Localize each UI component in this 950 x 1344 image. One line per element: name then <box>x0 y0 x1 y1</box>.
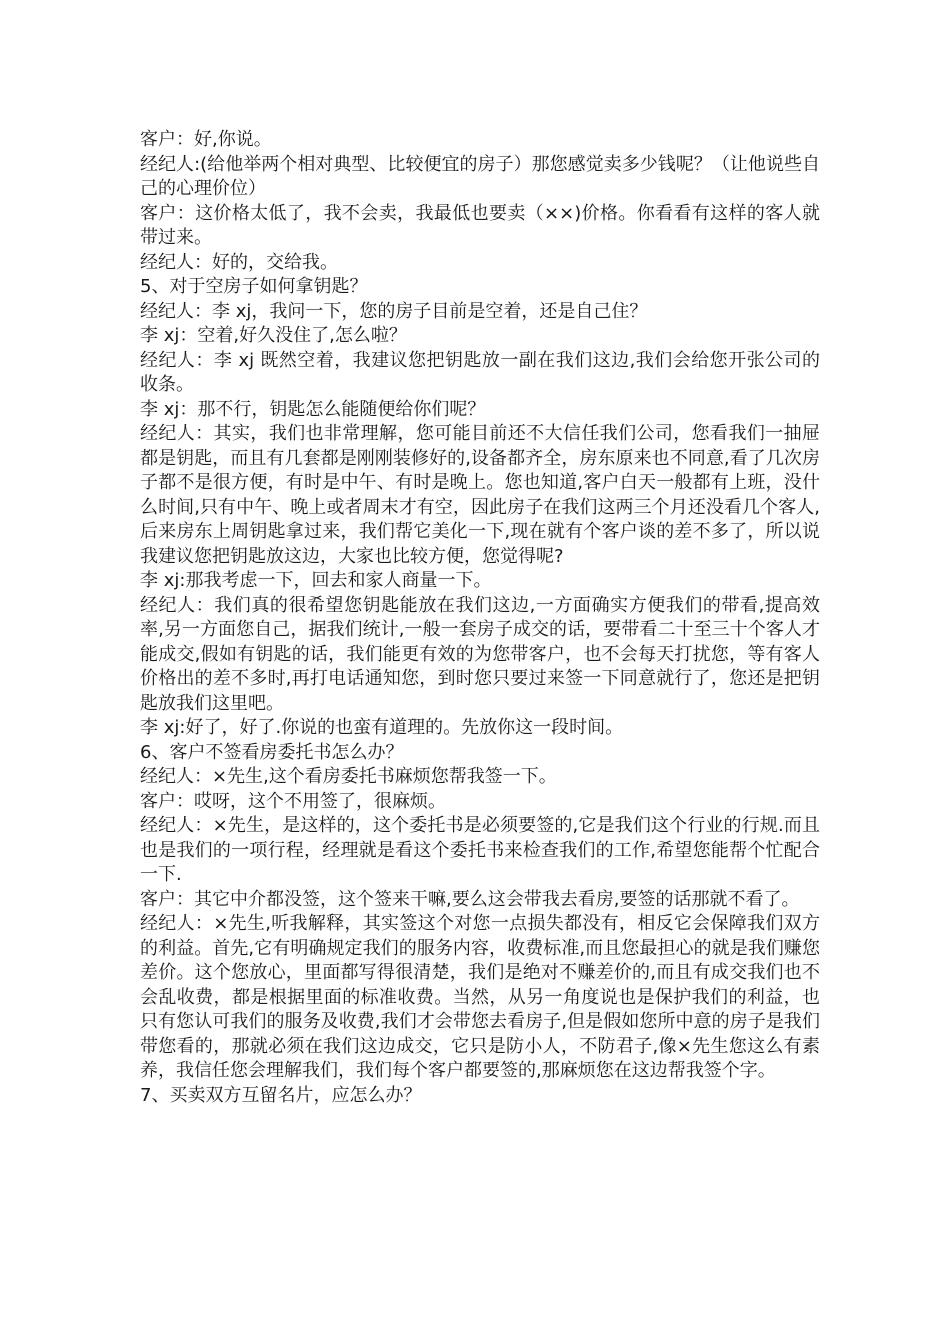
dialogue-line: 客户：哎呀，这个不用签了，很麻烦。 <box>140 790 446 812</box>
dialogue-line: 李 xj:那我考虑一下，回去和家人商量一下。 <box>140 570 492 591</box>
dialogue-line: 客户：这价格太低了，我不会卖，我最低也要卖（××)价格。你看看有这样的客人就带过来。 <box>140 202 820 248</box>
dialogue-line: 客户：其它中介都没签，这个签来干嘛,要么这会带我去看房,要签的话那就不看了。 <box>140 888 800 910</box>
dialogue-line: 经纪人：×先生,这个看房委托书麻烦您帮我签一下。 <box>140 766 557 787</box>
dialogue-line: 经纪人：其实，我们也非常理解，您可能目前还不大信任我们公司，您看我们一抽屉都是钥匙，而且有几套都是刚刚装修好的,设备都齐全，房东原来也不同意,看了几次房子都不是很方便，有时是中午、有时是晚上。您也知道,客户白天一般都有上班，没什么时间,只有中午、晚上或者周末才有空，因此房子在我们这两三个月还没看几个客人,后来房东上周钥匙拿过来，我们帮它美化一下,现在就有个客户谈的差不多了，所以说我建议您把钥匙放这边，大家也比较方便，您觉得呢? <box>140 423 820 567</box>
dialogue-line: 经纪人：×先生，是这样的，这个委托书是必须要签的,它是我们这个行业的行规.而且也是我们的一项行程，经理就是看这个委托书来检查我们的工作,希望您能帮个忙配合一下. <box>140 815 820 885</box>
dialogue-line: 经纪人：我们真的很希望您钥匙能放在我们这边,一方面确实方便我们的带看,提高效率,另一方面您自己，据我们统计,一般一套房子成交的话，要带看二十至三十个客人才能成交,假如有钥匙的话，我们能更有效的为您带客户，也不会每天打扰您，等有客人价格出的差不多时,再打电话通知您，到时您只要过来签一下同意就行了，您还是把钥匙放我们这里吧。 <box>140 594 820 714</box>
dialogue-line: 经纪人：李 xj 既然空着，我建议您把钥匙放一副在我们这边,我们会给您开张公司的收条。 <box>140 349 820 395</box>
dialogue-line: 经纪人：好的，交给我。 <box>140 251 338 273</box>
section-heading: 6、客户不签看房委托书怎么办？ <box>140 741 404 763</box>
dialogue-line: 经纪人：李 xj，我问一下，您的房子目前是空着，还是自己住？ <box>140 300 648 322</box>
dialogue-line: 客户：好,你说。 <box>140 129 272 150</box>
section-heading: 5、对于空房子如何拿钥匙？ <box>140 276 368 297</box>
dialogue-line: 经纪人:(给他举两个相对典型、比较便宜的房子）那您感觉卖多少钱呢？（让他说些自己的心理价位） <box>140 153 820 199</box>
dialogue-line: 经纪人：×先生,听我解释，其实签这个对您一点损失都没有，相反它会保障我们双方的利益。首先,它有明确规定我们的服务内容，收费标准,而且您最担心的就是我们赚您差价。这个您放心，里面都写得很清楚，我们是绝对不赚差价的,而且有成交我们也不会乱收费，都是根据里面的标准收费。当然，从另一角度说也是保护我们的利益，也只有您认可我们的服务及收费,我们才会带您去看房子,但是假如您所中意的房子是我们带您看的，那就必须在我们这边成交，它只是防小人，不防君子,像×先生您这么有素养，我信任您会理解我们，我们每个客户都要签的,那麻烦您在这边帮我签个字。 <box>140 913 820 1081</box>
dialogue-line: 李 xj：空着,好久没住了,怎么啦？ <box>140 325 407 346</box>
section-heading: 7、买卖双方互留名片，应怎么办？ <box>140 1084 422 1106</box>
dialogue-line: 李 xj：那不行，钥匙怎么能随便给你们呢？ <box>140 398 486 420</box>
dialogue-line: 李 xj:好了，好了.你说的也蛮有道理的。先放你这一段时间。 <box>140 717 624 738</box>
document-page <box>140 128 820 1108</box>
